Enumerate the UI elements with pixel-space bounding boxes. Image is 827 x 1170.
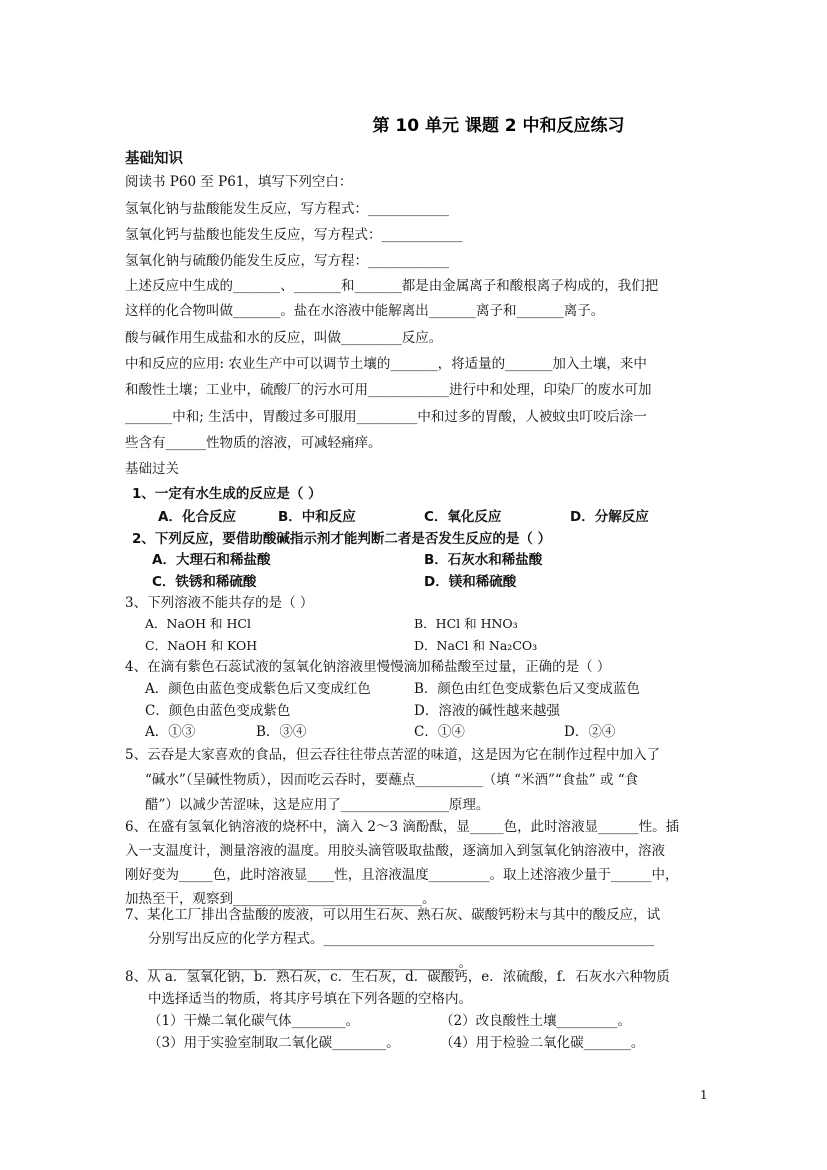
fill-line: 这样的化合物叫做_______。盐在水溶液中能解离出_______离子和_______离子。	[125, 303, 605, 319]
choice: B．③④	[256, 724, 307, 740]
question-8-item: （3）用于实验室制取二氧化碳________。	[148, 1035, 400, 1051]
fill-line: 氢氧化钠与硫酸仍能发生反应，写方程：____________	[125, 253, 449, 269]
question-5-line: 醋”）以减少苦涩味，这是应用了________________原理。	[145, 797, 490, 813]
option: A．NaOH 和 HCl	[145, 616, 251, 631]
option: C．氧化反应	[424, 509, 502, 525]
option: A．大理石和稀盐酸	[152, 552, 271, 568]
fill-line: 氢氧化钙与盐酸也能发生反应，写方程式：____________	[125, 227, 463, 243]
fill-line: 些含有______性物质的溶液，可减轻痛痒。	[125, 435, 382, 451]
option: C．NaOH 和 KOH	[145, 638, 258, 653]
option: D．NaCl 和 Na₂CO₃	[414, 638, 538, 653]
intro-line: 阅读书 P60 至 P61，填写下列空白：	[125, 174, 353, 190]
choice: A．①③	[145, 724, 196, 740]
option: D．溶液的碱性越来越强	[414, 703, 560, 719]
question-5-line: 5、云吞是大家喜欢的食品，但云吞往往带点苦涩的味道，这是因为它在制作过程中加入了	[125, 747, 661, 763]
question-7-line: 分别写出反应的化学方程式。_________________________________________________	[148, 931, 655, 947]
question-1-stem: 1、一定有水生成的反应是（ ）	[132, 486, 322, 502]
question-8-line: 中选择适当的物质，将其序号填在下列各题的空格内。	[148, 991, 472, 1007]
option: C．铁锈和稀硫酸	[152, 574, 257, 590]
page-title: 第 10 单元 课题 2 中和反应练习	[372, 116, 625, 136]
fill-line: 上述反应中生成的_______、_______和_______都是由金属离子和酸根离子构成的，我们把	[125, 278, 659, 294]
choice: D．②④	[564, 724, 616, 740]
option: D．分解反应	[570, 509, 649, 525]
section-heading-basics: 基础知识	[125, 151, 183, 167]
option: A．化合反应	[158, 509, 236, 525]
option: C．颜色由蓝色变成紫色	[145, 703, 291, 719]
choice: C．①④	[414, 724, 465, 740]
question-3-stem: 3、下列溶液不能共存的是（ ）	[125, 595, 314, 611]
fill-line: 和酸性土壤；工业中，硫酸厂的污水可用____________进行中和处理，印染厂的废水可加	[125, 382, 652, 398]
question-6-line: 加热至干，观察到____________________________。	[125, 891, 436, 907]
question-4-stem: 4、在滴有紫色石蕊试液的氢氧化钠溶液里慢慢滴加稀盐酸至过量，正确的是（ ）	[125, 659, 611, 675]
option: B．颜色由红色变成紫色后又变成蓝色	[414, 681, 640, 697]
option: B．石灰水和稀盐酸	[424, 552, 543, 568]
question-6-line: 刚好变为_____色，此时溶液显____性，且溶液温度_________。取上述溶液少量于______中，	[125, 867, 679, 883]
option: B．HCl 和 HNO₃	[414, 616, 518, 631]
question-8-item: （1）干燥二氧化碳气体________。	[148, 1013, 360, 1029]
question-6-line: 入一支温度计，测量溶液的温度。用胶头滴管吸取盐酸，逐滴加入到氢氧化钠溶液中，溶液	[125, 843, 665, 859]
fill-line: 中和反应的应用: 农业生产中可以调节土壤的_______，将适量的_______加入土壤，来中	[125, 356, 647, 372]
question-6-line: 6、在盛有氢氧化钠溶液的烧杯中，滴入 2～3 滴酚酞，显_____色，此时溶液显______性。插	[125, 819, 680, 835]
fill-line: 酸与碱作用生成盐和水的反应，叫做_________反应。	[125, 330, 443, 346]
question-7-line: 7、某化工厂排出含盐酸的废液，可以用生石灰、熟石灰、碳酸钙粉末与其中的酸反应，试	[125, 907, 661, 923]
question-8-item: （4）用于检验二氧化碳_______。	[440, 1035, 645, 1051]
option: A．颜色由蓝色变成紫色后又变成红色	[145, 681, 371, 697]
question-7-line: ______________________________________________。	[148, 955, 472, 971]
fill-line: _______中和; 生活中，胃酸过多可服用_________中和过多的胃酸，人被蚊虫叮咬后涂一	[125, 409, 647, 425]
option: B．中和反应	[278, 509, 356, 525]
page-number: 1	[700, 1088, 708, 1102]
option: D．镁和稀硫酸	[424, 574, 517, 590]
question-5-line: “碱水”（呈碱性物质），因而吃云吞时，要蘸点__________（填 “米酒”“食盐” 或 “食	[145, 772, 639, 788]
question-2-stem: 2、下列反应，要借助酸碱指示剂才能判断二者是否发生反应的是（ ）	[132, 531, 552, 547]
fill-line: 氢氧化钠与盐酸能发生反应，写方程式：____________	[125, 201, 449, 217]
question-8-line: 8、从 a．氢氧化钠，b．熟石灰，c．生石灰，d．碳酸钙，e．浓硫酸，f．石灰水六种物质	[125, 969, 670, 985]
question-8-item: （2）改良酸性土壤_________。	[440, 1013, 631, 1029]
section-heading-practice: 基础过关	[125, 461, 179, 477]
